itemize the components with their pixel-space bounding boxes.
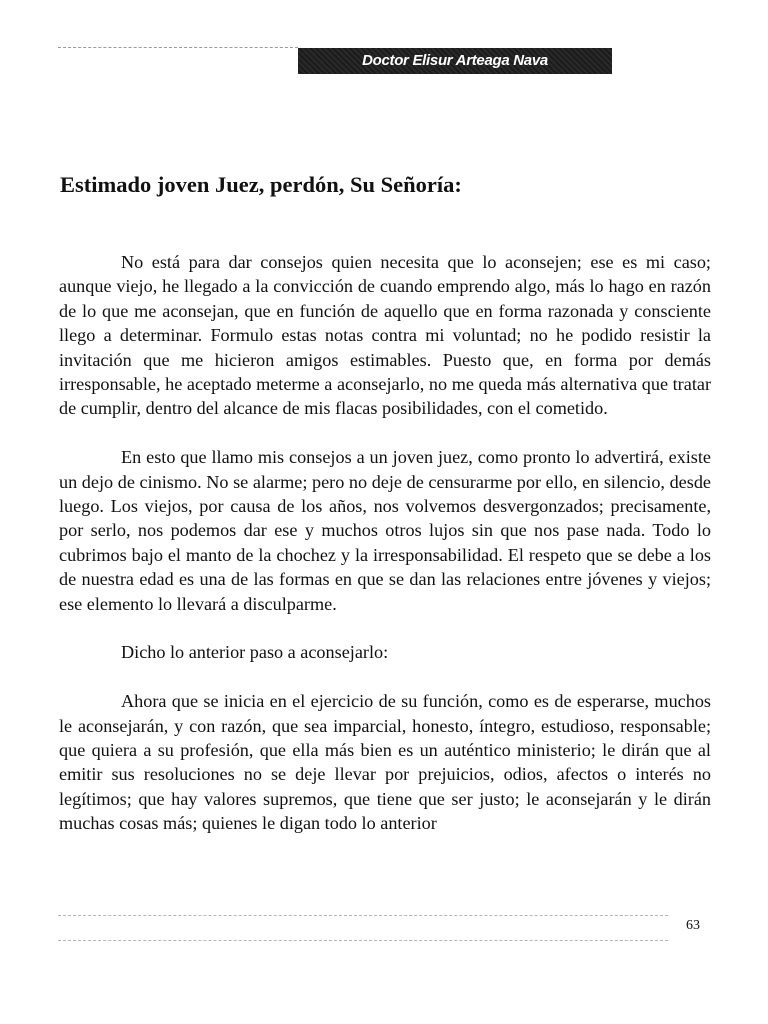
paragraph: Ahora que se inicia en el ejercicio de su función, como es de esperarse, muchos le aconsejarán, y con razón, que sea imparcial, honesto, íntegro, estudioso, responsable; que quiera a su profesión, que ella más bien es un auténtico ministerio; le dirán que al emitir sus resoluciones no se deje llevar por prejuicios, odios, afectos o interés no legítimos; que hay valores supremos, que tiene que ser justo; le aconsejarán y le dirán muchas cosas más; quienes le digan todo lo anterior bbox=[59, 691, 711, 834]
page-number: 63 bbox=[686, 918, 700, 933]
footer-rule bbox=[58, 915, 668, 916]
header-rule bbox=[58, 47, 298, 48]
paragraph: Dicho lo anterior paso a aconsejarlo: bbox=[121, 642, 389, 663]
letter-salutation: Estimado joven Juez, perdón, Su Señoría: bbox=[60, 172, 462, 197]
paragraph: No está para dar consejos quien necesita que lo aconsejen; ese es mi caso; aunque viejo, he llegado a la convicción de cuando emprendo algo, más lo hago en razón de lo que me aconsejan, que en función de aquello que en forma razonada y consciente llego a determinar. Formulo estas notas contra mi voluntad; no he podido resistir la invitación que me hicieron amigos estimables. Puesto que, en forma por demás irresponsable, he aceptado meterme a aconsejarlo, no me queda más alternativa que tratar de cumplir, dentro del alcance de mis flacas posibilidades, con el cometido. bbox=[59, 252, 711, 419]
paragraph: En esto que llamo mis consejos a un joven juez, como pronto lo advertirá, existe un dejo de cinismo. No se alarme; pero no deje de censurarme por ello, en silencio, desde luego. Los viejos, por causa de los años, nos volvemos desvergonzados; precisamente, por serlo, nos podemos dar ese y muchos otros lujos sin que nos pase nada. Todo lo cubrimos bajo el manto de la chochez y la irresponsabilidad. El respeto que se debe a los de nuestra edad es una de las formas en que se dan las relaciones entre jóvenes y viejos; ese elemento lo llevará a disculparme. bbox=[59, 447, 711, 614]
running-header-author: Doctor Elisur Arteaga Nava bbox=[298, 48, 612, 74]
body-text bbox=[59, 250, 711, 836]
footer-rule bbox=[58, 940, 668, 941]
